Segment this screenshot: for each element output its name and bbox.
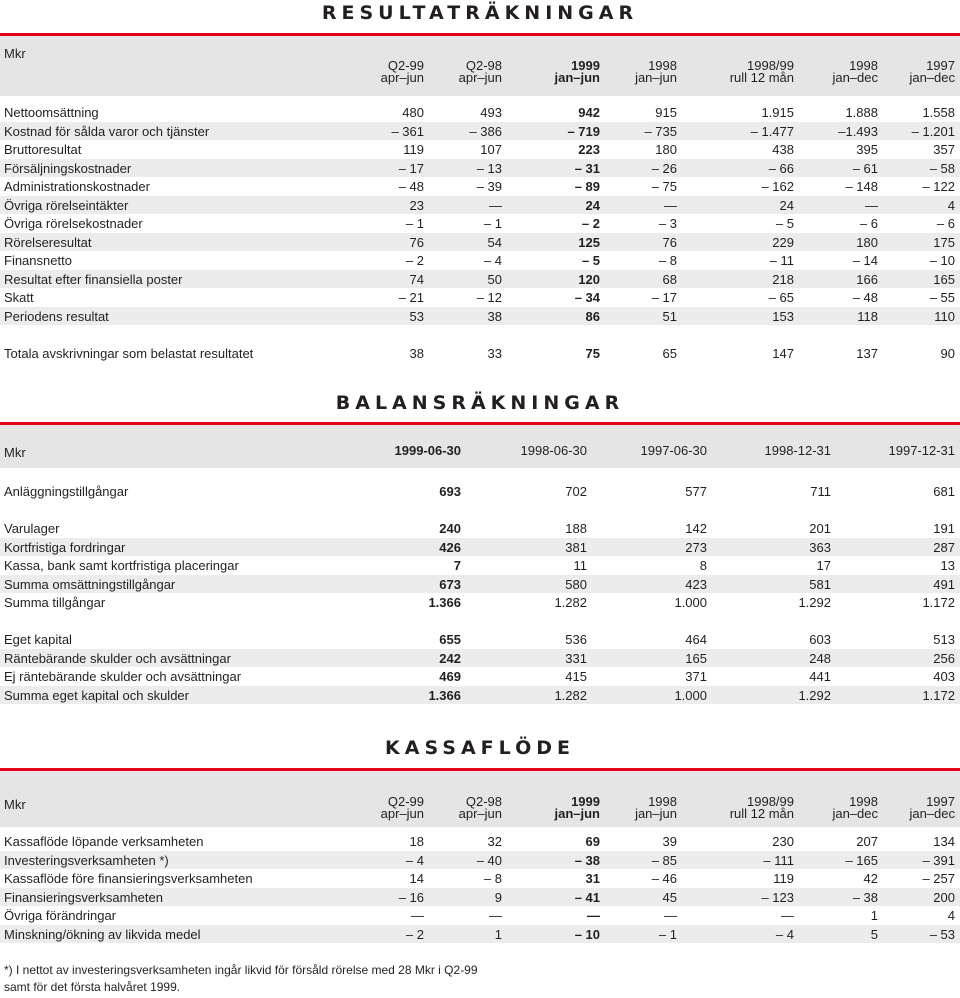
column-header-line1: 1999 [571,58,600,73]
cell-value: 1 [870,908,878,923]
cell-value: – 46 [651,871,677,886]
table-row [0,906,960,925]
table-row [0,556,960,575]
cell-value: – 719 [567,123,600,139]
table-row [0,593,960,612]
cell-value: – 17 [398,160,424,176]
row-label: Periodens resultat [4,308,109,324]
column-header-line2: jan–jun [554,806,600,821]
row-label: Varulager [4,521,60,536]
column-header-line1: 1997 [926,794,955,809]
cell-value: 1.282 [554,595,587,610]
cell-value: 17 [816,558,831,573]
cell-value: 38 [487,308,502,324]
cell-value: 4 [947,197,955,213]
cell-value: 513 [933,632,955,647]
cell-value: — [664,908,677,923]
cell-value: 1.366 [428,687,461,703]
column-header-line2: apr–jun [458,70,502,85]
cell-value: 493 [480,105,502,120]
cell-value: – 361 [391,123,424,139]
cell-value: – 16 [398,889,424,905]
cell-value: 33 [487,345,502,361]
table-row [0,667,960,686]
cell-value: – 34 [574,290,600,305]
cell-value: 11 [573,558,587,573]
cell-value: – 2 [581,216,600,231]
column-header-line1: 1998 [849,58,878,73]
cell-value: – 162 [761,179,794,194]
column-header-line1: 1998/99 [747,794,794,809]
cell-value: 7 [453,558,461,573]
cell-value: 53 [409,308,424,324]
column-header-line2: apr–jun [380,70,424,85]
cell-value: 175 [933,234,955,250]
column-header: 1999-06-30 [394,443,461,458]
cell-value: – 48 [398,179,424,194]
cell-value: –1.493 [838,123,878,139]
table-row [0,270,960,289]
cell-value: 65 [662,345,677,361]
cell-value: 68 [662,271,677,287]
column-header: 1998-12-31 [764,443,831,458]
cell-value: 118 [857,308,878,324]
cell-value: 536 [565,632,587,647]
cell-value: – 3 [658,216,677,231]
cell-value: 165 [933,271,955,287]
column-header-line1: 1998 [648,58,677,73]
cell-value: 14 [409,871,424,886]
row-label: Kassa, bank samt kortfristiga placeringar [4,558,239,573]
resultat-table [0,103,960,362]
resultat-title: RESULTATRÄKNINGAR [321,2,639,24]
cell-value: – 41 [574,889,600,905]
cell-value: – 1 [483,216,502,231]
footnote-line2: samt för det första halvåret 1999. [4,980,181,994]
cell-value: 942 [578,105,600,120]
cell-value: 423 [685,576,707,592]
column-header [557,796,677,820]
cell-value: 120 [578,271,600,287]
table-row [0,575,960,594]
cell-value: 395 [856,142,878,157]
cell-value: 469 [439,669,461,684]
row-label: Anläggningstillgångar [4,484,129,499]
cell-value: – 5 [775,216,794,231]
cell-value: 229 [772,234,794,250]
row-label: Övriga rörelseintäkter [4,197,129,213]
cell-value: 581 [809,576,831,592]
cell-value: – 12 [476,290,502,305]
cell-value: 76 [409,234,424,250]
cell-value: 357 [933,142,955,157]
footnote-line1: *) I nettot av investeringsverksamheten ingår likvid för försåld rörelse med 28 Mkr i Q2-99 [4,963,478,977]
cell-value: 90 [940,345,955,361]
cell-value: 18 [409,834,424,849]
cell-value: 1.366 [428,595,461,610]
cell-value: 8 [699,558,707,573]
row-label: Summa tillgångar [4,595,106,610]
cell-value: 137 [856,345,878,361]
row-label: Summa eget kapital och skulder [4,687,189,703]
cell-value: 273 [685,539,707,555]
cell-value: – 11 [769,253,794,268]
cell-value: 331 [565,650,587,666]
cell-value: 441 [809,669,831,684]
cell-value: 248 [809,650,831,666]
cell-value: 240 [439,521,461,536]
column-header-line1: 1998 [849,794,878,809]
cell-value: 119 [773,871,794,886]
cell-value: 107 [480,142,502,157]
table-row [0,869,960,888]
cell-value: 480 [402,105,424,120]
table-row [0,851,960,870]
cell-value: 223 [578,142,600,157]
table-row [0,307,960,326]
cell-value: – 5 [581,253,600,268]
cell-value: – 10 [929,253,955,268]
cell-value: 166 [856,271,878,287]
cell-value: – 55 [929,290,955,305]
column-header-line2: jan–dec [909,806,955,821]
row-label: Nettoomsättning [4,105,99,120]
column-header-line2: jan–dec [909,70,955,85]
table-row [0,344,960,363]
table-row [0,103,960,122]
cell-value: – 66 [768,160,794,176]
cell-value: — [781,908,794,923]
row-label: Skatt [4,290,34,305]
cell-value: 32 [487,834,502,849]
cell-value: 218 [772,271,794,287]
cell-value: 464 [685,632,707,647]
row-label: Bruttoresultat [4,142,82,157]
row-label: Kassaflöde löpande verksamheten [4,834,204,849]
cell-value: 915 [655,105,677,120]
column-header: 1997-06-30 [640,443,707,458]
cell-value: 415 [565,669,587,684]
cell-value: 256 [933,650,955,666]
row-label: Övriga förändringar [4,908,116,923]
cell-value: 1.000 [674,687,707,703]
column-header [557,60,677,84]
cell-value: 188 [565,521,587,536]
kassa-title: KASSAFLÖDE [385,737,575,759]
cell-value: 75 [585,345,600,361]
row-label: Summa omsättningstillgångar [4,576,176,592]
cell-value: – 75 [651,179,677,194]
resultat-unit: Mkr [4,46,26,61]
cell-value: 230 [772,834,794,849]
cell-value: – 8 [483,871,502,886]
cell-value: 603 [809,632,831,647]
cell-value: – 89 [574,179,600,194]
balans-unit: Mkr [4,445,26,460]
cell-value: 242 [439,650,461,666]
cell-value: 1.915 [761,105,794,120]
cell-value: 580 [565,576,587,592]
column-header [835,796,955,820]
cell-value: — [489,197,502,213]
balans-header [0,422,960,468]
cell-value: – 21 [398,290,424,305]
cell-value: 39 [662,834,677,849]
footnote [4,962,478,996]
cell-value: – 65 [768,290,794,305]
cell-value: 381 [565,539,587,555]
cell-value: 681 [933,484,955,499]
column-header [835,60,955,84]
column-header: 1997-12-31 [888,443,955,458]
table-row [0,538,960,557]
row-label: Resultat efter finansiella poster [4,271,183,287]
table-row [0,288,960,307]
cell-value: 5 [870,926,878,942]
cell-value: – 735 [644,123,677,139]
row-label: Kortfristiga fordringar [4,539,126,555]
cell-value: – 38 [852,889,878,905]
table-row [0,196,960,215]
column-header-line1: 1998/99 [747,58,794,73]
cell-value: 4 [947,908,955,923]
cell-value: 1.292 [798,595,831,610]
cell-value: 147 [772,345,794,361]
cell-value: – 8 [658,253,677,268]
cell-value: 76 [662,234,677,250]
cell-value: 24 [779,197,794,213]
cell-value: 1.888 [845,105,878,120]
table-row [0,214,960,233]
cell-value: 426 [439,539,461,555]
cell-value: – 2 [405,253,424,268]
cell-value: 1.558 [922,105,955,120]
cell-value: 45 [662,889,677,905]
balans-table [0,482,960,704]
row-label: Finansnetto [4,253,72,268]
cell-value: 142 [685,521,707,536]
cell-value: – 10 [574,926,600,942]
cell-value: 702 [565,484,587,499]
cell-value: 86 [585,308,600,324]
cell-value: – 58 [929,160,955,176]
table-row [0,177,960,196]
cell-value: – 111 [763,852,794,868]
table-row [0,482,960,501]
cell-value: 711 [810,484,831,499]
table-row [0,832,960,851]
cell-value: 693 [439,484,461,499]
cell-value: – 1 [405,216,424,231]
cell-value: – 14 [852,253,878,268]
cell-value: 577 [685,484,707,499]
column-header-line1: 1999 [571,794,600,809]
cell-value: 74 [409,271,424,287]
cell-value: – 13 [476,160,502,176]
cell-value: – 26 [651,160,677,176]
cell-value: 491 [933,576,955,592]
cell-value: – 165 [845,852,878,868]
row-label: Administrationskostnader [4,179,150,194]
kassa-unit: Mkr [4,797,26,812]
cell-value: – 17 [651,290,677,305]
column-header-line2: jan–jun [635,70,677,85]
cell-value: 207 [856,834,878,849]
cell-value: 191 [933,521,955,536]
column-header-line1: Q2-99 [387,794,424,809]
cell-value: 287 [933,539,955,555]
table-row [0,251,960,270]
cell-value: – 148 [845,179,878,194]
cell-value: 1 [494,926,502,942]
table-row [0,630,960,649]
column-header-line1: Q2-98 [465,794,502,809]
cell-value: — [587,908,600,923]
column-header-line1: 1997 [926,58,955,73]
cell-value: — [411,908,424,923]
cell-value: 119 [403,142,424,157]
cell-value: 201 [809,521,831,536]
table-row [0,519,960,538]
cell-value: – 1 [658,926,677,942]
cell-value: 673 [439,576,461,592]
cell-value: – 85 [651,852,677,868]
cell-value: – 38 [574,852,600,868]
cell-value: 24 [585,197,600,213]
cell-value: – 123 [761,889,794,905]
cell-value: 23 [409,197,424,213]
cell-value: – 4 [483,253,502,268]
cell-value: 51 [662,308,677,324]
row-label: Investeringsverksamheten *) [4,852,169,868]
cell-value: 50 [487,271,502,287]
cell-value: 1.172 [922,687,955,703]
table-row [0,888,960,907]
row-label: Minskning/ökning av likvida medel [4,926,201,942]
cell-value: 125 [578,234,600,250]
cell-value: 403 [933,669,955,684]
cell-value: 655 [439,632,461,647]
cell-value: – 4 [405,852,424,868]
row-label: Finansieringsverksamheten [4,889,163,905]
cell-value: 38 [409,345,424,361]
cell-value: – 1.477 [750,123,794,139]
row-label: Övriga rörelsekostnader [4,216,143,231]
column-header: 1998-06-30 [520,443,587,458]
cell-value: 134 [933,834,955,849]
cell-value: 200 [933,889,955,905]
cell-value: – 2 [405,926,424,942]
column-header-line2: apr–jun [458,806,502,821]
cell-value: 363 [809,539,831,555]
cell-value: 110 [934,308,955,324]
row-label: Ej räntebärande skulder och avsättningar [4,669,242,684]
row-label: Räntebärande skulder och avsättningar [4,650,231,666]
cell-value: – 39 [476,179,502,194]
table-row [0,649,960,668]
table-row [0,925,960,944]
row-label: Rörelseresultat [4,234,92,250]
cell-value: 153 [772,308,794,324]
cell-value: – 4 [775,926,794,942]
cell-value: – 122 [922,179,955,194]
column-header-line2: rull 12 mån [729,70,794,85]
column-header-line2: jan–jun [554,70,600,85]
cell-value: – 391 [922,852,955,868]
cell-value: 1.282 [554,687,587,703]
cell-value: 180 [655,142,677,157]
column-header-line1: Q2-98 [465,58,502,73]
balans-title: BALANSRÄKNINGAR [335,392,625,414]
column-header-line1: Q2-99 [387,58,424,73]
table-row [0,233,960,252]
cell-value: 165 [685,650,707,666]
table-row [0,140,960,159]
cell-value: 1.292 [798,687,831,703]
cell-value: – 6 [859,216,878,231]
column-header-line2: jan–dec [832,70,878,85]
cell-value: – 6 [936,216,955,231]
cell-value: — [865,197,878,213]
cell-value: – 31 [574,160,600,176]
cell-value: – 1.201 [911,123,955,139]
cell-value: – 53 [929,926,955,942]
column-header-line2: jan–dec [832,806,878,821]
cell-value: – 61 [852,160,878,176]
table-row [0,122,960,141]
cell-value: 9 [494,889,502,905]
column-header-line2: jan–jun [635,806,677,821]
cell-value: – 386 [469,123,502,139]
row-label: Kassaflöde före finansieringsverksamheten [4,871,253,886]
cell-value: 371 [685,669,707,684]
kassa-table [0,832,960,943]
cell-value: — [664,197,677,213]
cell-value: 42 [863,871,878,886]
row-label: Försäljningskostnader [4,160,132,176]
cell-value: – 48 [852,290,878,305]
row-label: Kostnad för sålda varor och tjänster [4,123,210,139]
cell-value: 1.000 [674,595,707,610]
table-row [0,159,960,178]
kassa-header [0,768,960,827]
row-label: Totala avskrivningar som belastat resultatet [4,345,254,361]
cell-value: 180 [856,234,878,250]
column-header-line2: apr–jun [380,806,424,821]
cell-value: 31 [585,871,600,886]
cell-value: 69 [585,834,600,849]
row-label: Eget kapital [4,632,72,647]
cell-value: 1.172 [922,595,955,610]
cell-value: 54 [487,234,502,250]
column-header-line2: rull 12 mån [729,806,794,821]
column-header-line1: 1998 [648,794,677,809]
cell-value: 438 [772,142,794,157]
cell-value: – 40 [476,852,502,868]
cell-value: – 257 [922,871,955,886]
cell-value: — [489,908,502,923]
cell-value: 13 [940,558,955,573]
resultat-header [0,33,960,96]
table-row [0,686,960,705]
